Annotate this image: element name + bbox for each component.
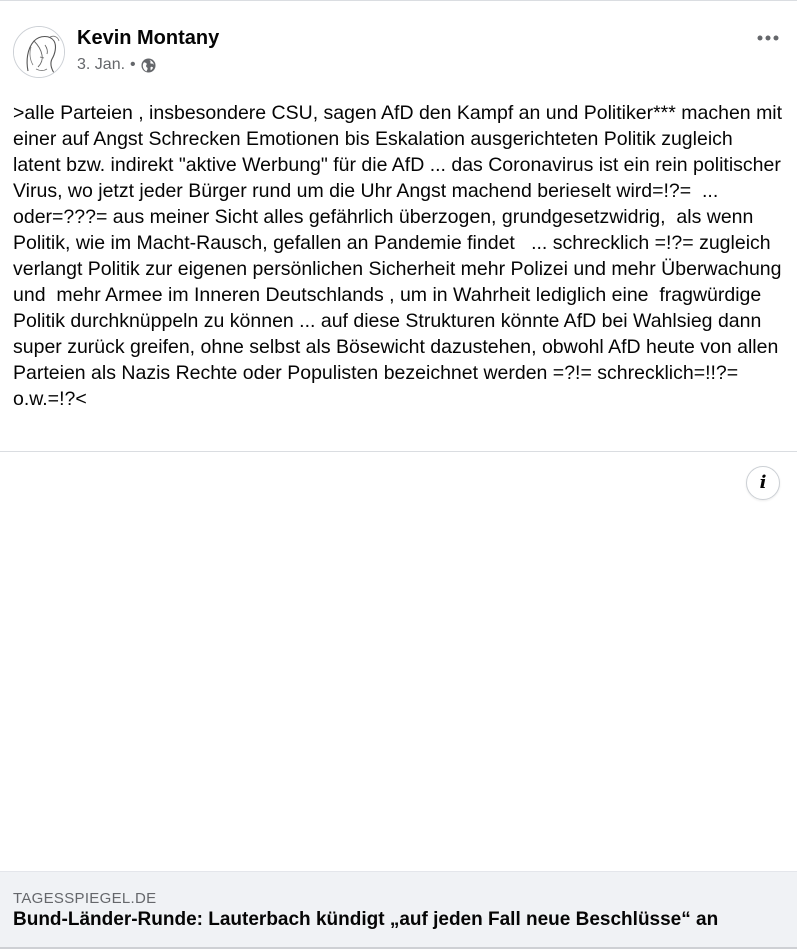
info-icon: i (759, 472, 767, 493)
post-date[interactable]: 3. Jan. (77, 56, 126, 73)
link-image-placeholder[interactable] (0, 452, 797, 871)
avatar[interactable] (13, 26, 65, 78)
info-button[interactable] (746, 466, 780, 500)
link-title[interactable]: Bund-Länder-Runde: Lauterbach kündigt „auf jeden Fall neue Beschlüsse“ an (13, 909, 719, 930)
meta-separator: • (130, 56, 136, 73)
link-domain: TAGESSPIEGEL.DE (13, 890, 157, 907)
link-preview[interactable] (0, 871, 797, 947)
post-body-text: >alle Parteien , insbesondere CSU, sagen AfD den Kampf an und Politiker*** machen mit einer auf Angst Schrecken Emotionen bis Eskalation ausgerichteten Politik zugleich latent bzw. indirekt "aktive Werbung" für die AfD ... das Coronavirus ist ein rein politischer Virus, wo jetzt jeder Bürger rund um die Uhr Angst machend berieselt wird=!?= ... oder=???= aus meiner Sicht alles gefährlich überzogen, grundgesetzwidrig, als wenn Politik, wie im Macht-Rausch, gefallen an Pandemie findet ... schrecklich =!?= zugleich verlangt Politik zur eigenen persönlichen Sicherheit mehr Polizei und mehr Überwachung und mehr Armee im Inneren Deutschlands , um in Wahrheit lediglich eine fragwürdige Politik durchknüppeln zu können ... auf diese Strukturen könnte AfD bei Wahlsieg dann super zurück greifen, ohne selbst als Bösewicht dazustehen, obwohl AfD heute von allen Parteien als Nazis Rechte oder Populisten bezeichnet werden =?!= schrecklich=!!?= o.w.=!?< (13, 102, 788, 410)
post-header (13, 26, 783, 82)
avatar-sketch-icon (14, 27, 65, 78)
more-dots-icon (757, 35, 779, 41)
post-meta (77, 56, 156, 74)
globe-icon[interactable] (141, 58, 156, 73)
bottom-divider (0, 947, 797, 949)
more-options-button[interactable] (753, 26, 783, 50)
author-name[interactable]: Kevin Montany (77, 27, 220, 49)
